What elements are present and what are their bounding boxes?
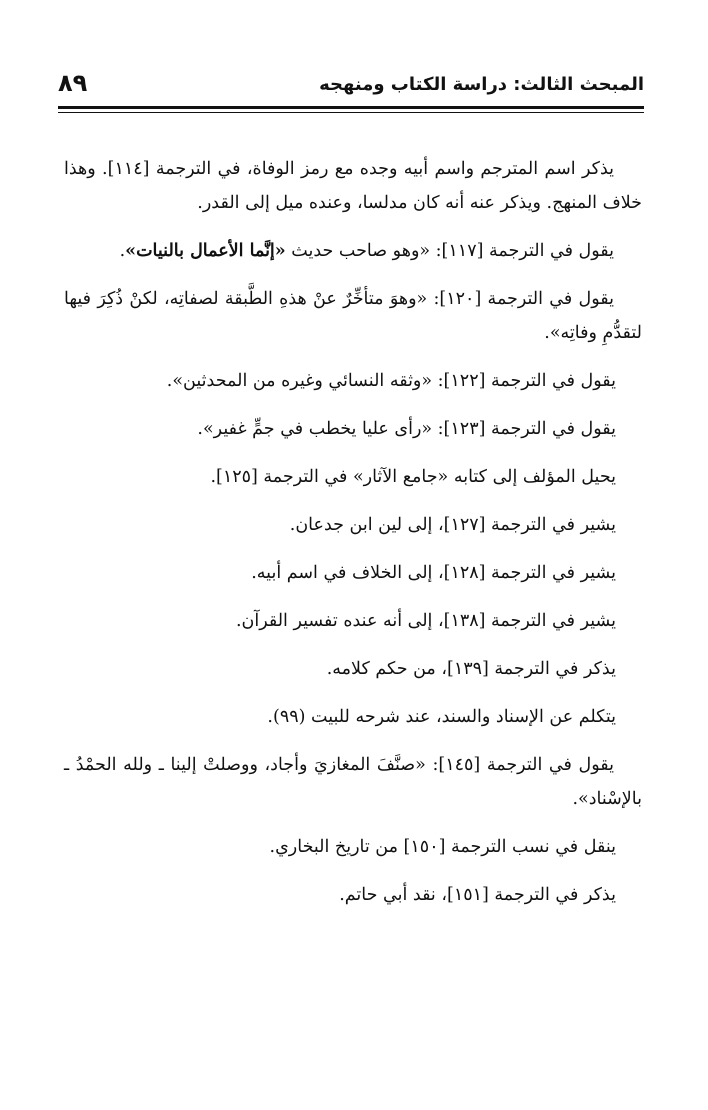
paragraph-6: يحيل المؤلف إلى كتابه «جامع الآثار» في الترجمة [١٢٥]. xyxy=(210,467,616,487)
header-rule-thin xyxy=(58,112,644,113)
paragraph-9: يشير في الترجمة [١٣٨]، إلى أنه عنده تفسير القرآن. xyxy=(235,611,616,631)
page-number: ٨٩ xyxy=(58,69,88,97)
paragraph-2-end: . xyxy=(119,241,126,261)
paragraph-3: يقول في الترجمة [١٢٠]: «وهوَ متأخِّرٌ عنْ هذهِ الطَّبقة لصفاتِه، لكنْ ذُكِرَ فيها لتقدُّمِ وفاتِه». xyxy=(64,289,642,343)
paragraph-10: يذكر في الترجمة [١٣٩]، من حكم كلامه. xyxy=(326,659,616,679)
paragraph-7: يشير في الترجمة [١٢٧]، إلى لين ابن جدعان. xyxy=(289,515,616,535)
paragraph-5: يقول في الترجمة [١٢٣]: «رأى عليا يخطب في جمٍّ غفير». xyxy=(197,419,616,439)
paragraph-8: يشير في الترجمة [١٢٨]، إلى الخلاف في اسم أبيه. xyxy=(251,563,616,583)
paragraph-2 xyxy=(64,234,642,268)
paragraph-13: ينقل في نسب الترجمة [١٥٠] من تاريخ البخاري. xyxy=(269,837,616,857)
chapter-title: المبحث الثالث: دراسة الكتاب ومنهجه xyxy=(319,74,644,95)
page-header xyxy=(58,69,644,108)
paragraph-12: يقول في الترجمة [١٤٥]: «صنَّفَ المغازيَ وأجاد، ووصلتْ إلينا ـ ولله الحمْدُ ـ بالإسْناد». xyxy=(64,755,642,809)
header-rule-thick xyxy=(58,106,644,109)
paragraph-11: يتكلم عن الإسناد والسند، عند شرحه للبيت (٩٩). xyxy=(267,707,616,727)
paragraph-2-text: يقول في الترجمة [١١٧]: «وهو صاحب حديث xyxy=(285,241,614,261)
paragraph-1: يذكر اسم المترجم واسم أبيه وجده مع رمز الوفاة، في الترجمة [١١٤]. وهذا خلاف المنهج. ويذكر عنه أنه كان مدلسا، وعنده ميل إلى القدر. xyxy=(64,159,642,213)
paragraph-14: يذكر في الترجمة [١٥١]، نقد أبي حاتم. xyxy=(339,885,616,905)
paragraph-4: يقول في الترجمة [١٢٢]: «وثقه النسائي وغيره من المحدثين». xyxy=(166,371,616,391)
page-body xyxy=(64,152,642,926)
paragraph-2-hadith: «إنَّما الأعمال بالنيات» xyxy=(125,241,286,261)
